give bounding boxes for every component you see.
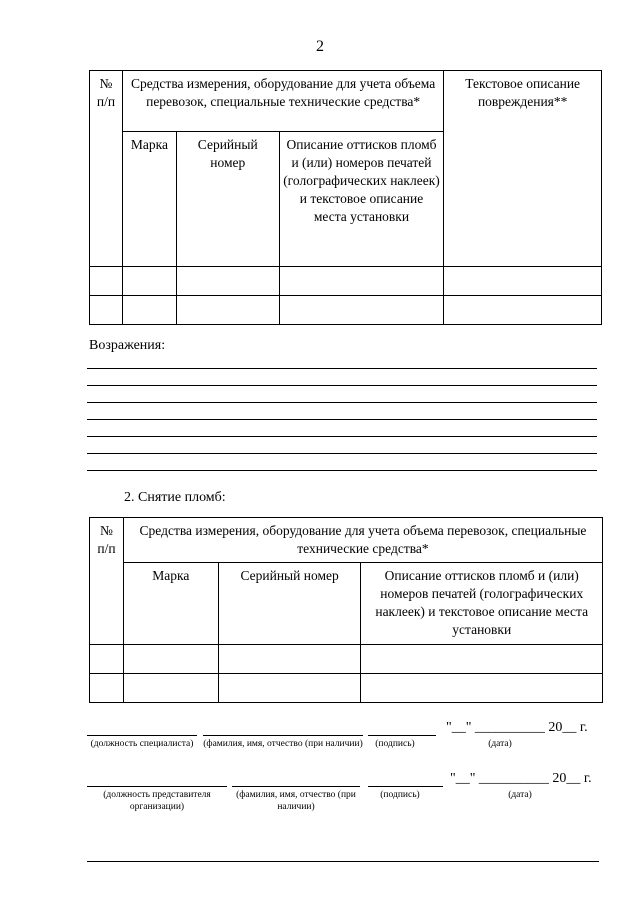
table-cell[interactable] [90,645,124,674]
objection-line[interactable] [87,453,597,454]
table-cell[interactable] [123,674,218,703]
table-row [90,296,602,325]
table-cell[interactable] [176,267,279,296]
header-measuring-equipment: Средства измерения, оборудование для учета объема перевозок, специальные технические средства* [122,71,443,132]
table-row [90,645,603,674]
position-line[interactable] [87,735,197,736]
table-cell[interactable] [90,296,123,325]
table-cell[interactable] [122,267,176,296]
date-caption: (дата) [508,790,532,800]
date-field[interactable]: "__" __________ 20__ г. [450,771,592,786]
header-number: № п/п [90,71,123,267]
table-cell[interactable] [444,296,602,325]
subheader-brand: Марка [123,563,218,645]
subheader-seal-description: Описание оттисков пломб и (или) номеров печатей (голографических наклеек) и текстовое описание места установки [361,563,603,645]
signature-caption: (подпись) [375,739,415,749]
table-cell[interactable] [90,267,123,296]
name-line[interactable] [203,735,363,736]
header-damage-description: Текстовое описание повреждения** [444,71,602,267]
signature-line[interactable] [368,735,436,736]
date-field[interactable]: "__" __________ 20__ г. [446,720,588,735]
objection-line[interactable] [87,470,597,471]
seal-removal-table [89,517,603,703]
subheader-serial-number: Серийный номер [176,132,279,267]
objection-line[interactable] [87,402,597,403]
subheader-brand: Марка [122,132,176,267]
bottom-line [87,861,599,862]
table-cell[interactable] [90,674,124,703]
table-cell[interactable] [444,267,602,296]
table-cell[interactable] [176,296,279,325]
section-2-title: 2. Снятие пломб: [124,490,226,505]
table-cell[interactable] [279,296,444,325]
header-measuring-equipment: Средства измерения, оборудование для учета объема перевозок, специальные технические средства* [123,518,602,563]
table-cell[interactable] [122,296,176,325]
position-caption: (должность специалиста) [90,739,194,749]
signature-line[interactable] [368,786,443,787]
table-row [90,267,602,296]
objection-line[interactable] [87,419,597,420]
objection-line[interactable] [87,436,597,437]
position-caption: (должность представителя организации) [103,790,211,812]
signature-caption: (подпись) [380,790,420,800]
subheader-serial-number: Серийный номер [218,563,361,645]
table-cell[interactable] [279,267,444,296]
table-cell[interactable] [123,645,218,674]
position-line[interactable] [87,786,227,787]
table-cell[interactable] [361,645,603,674]
date-caption: (дата) [488,739,512,749]
objection-line[interactable] [87,368,597,369]
subheader-seal-description: Описание оттисков пломб и (или) номеров печатей (голографических наклеек) и текстовое описание места установки [279,132,444,267]
table-cell[interactable] [361,674,603,703]
page-number: 2 [316,38,324,55]
name-line[interactable] [232,786,360,787]
objection-line[interactable] [87,385,597,386]
table-row [90,674,603,703]
objections-label: Возражения: [89,338,166,353]
header-number: № п/п [90,518,124,645]
name-caption: (фамилия, имя, отчество (при наличии) [203,739,363,749]
table-cell[interactable] [218,645,361,674]
equipment-damage-table [89,70,602,325]
name-caption: (фамилия, имя, отчество (при наличии) [236,790,356,812]
table-cell[interactable] [218,674,361,703]
